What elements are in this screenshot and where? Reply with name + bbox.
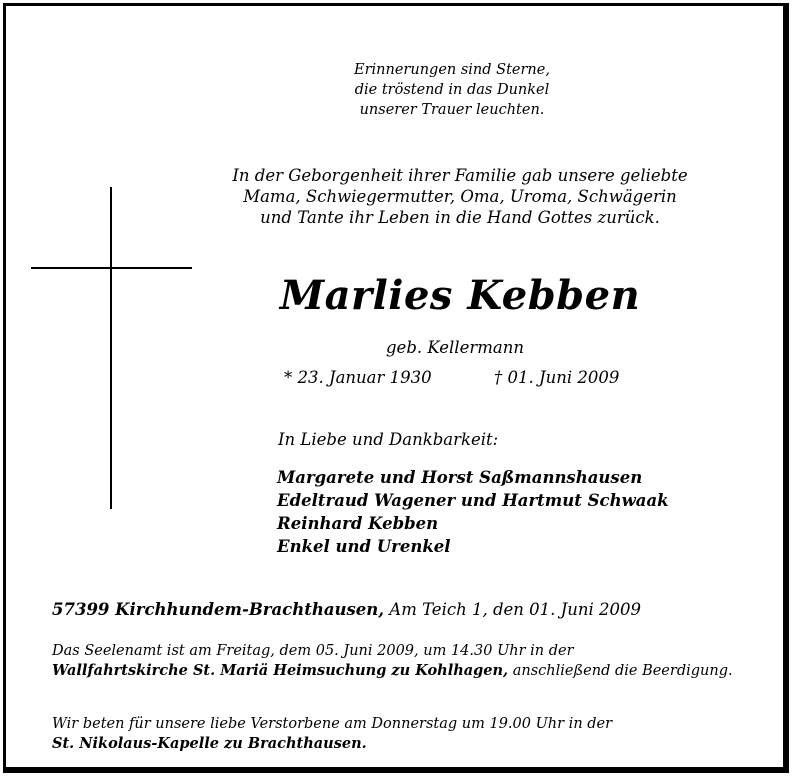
mourner-entry: Enkel und Urenkel — [277, 537, 451, 556]
intro-line: Mama, Schwiegermutter, Oma, Uroma, Schwägerin — [243, 187, 677, 206]
prayer-notice — [52, 715, 742, 753]
maiden-name: geb. Kellermann — [386, 338, 524, 357]
requiem-line: Das Seelenamt ist am Freitag, dem 05. Juni 2009, um 14.30 Uhr in der — [52, 643, 574, 659]
cross-icon — [30, 187, 194, 511]
requiem-rest: anschließend die Beerdigung. — [508, 663, 733, 679]
requiem-notice — [52, 642, 742, 681]
mourners-intro: In Liebe und Dankbarkeit: — [278, 430, 499, 449]
motto — [252, 60, 652, 120]
mourners-list — [277, 466, 669, 558]
motto-line: Erinnerungen sind Sterne, — [354, 62, 550, 78]
mourner-entry: Reinhard Kebben — [277, 514, 439, 533]
intro-text — [160, 165, 760, 228]
address-line — [52, 600, 641, 619]
motto-line: unserer Trauer leuchten. — [359, 102, 545, 118]
intro-line: und Tante ihr Leben in die Hand Gottes zurück. — [260, 208, 660, 227]
address-street-date: Am Teich 1, den 01. Juni 2009 — [384, 600, 642, 619]
mourner-entry: Margarete und Horst Saßmannshausen — [277, 468, 643, 487]
prayer-line: Wir beten für unsere liebe Verstorbene am Donnerstag um 19.00 Uhr in der — [52, 716, 613, 732]
mourner-entry: Edeltraud Wagener und Hartmut Schwaak — [277, 491, 669, 510]
requiem-church: Wallfahrtskirche St. Mariä Heimsuchung zu Kohlhagen, — [52, 662, 509, 679]
birth-date: * 23. Januar 1930 — [284, 368, 432, 387]
intro-line: In der Geborgenheit ihrer Familie gab unsere geliebte — [232, 166, 688, 185]
address-place: 57399 Kirchhundem-Brachthausen, — [52, 600, 385, 619]
prayer-chapel: St. Nikolaus-Kapelle zu Brachthausen. — [52, 735, 367, 752]
death-date: † 01. Juni 2009 — [494, 368, 620, 387]
motto-line: die tröstend in das Dunkel — [354, 82, 550, 98]
deceased-name: Marlies Kebben — [279, 272, 641, 319]
